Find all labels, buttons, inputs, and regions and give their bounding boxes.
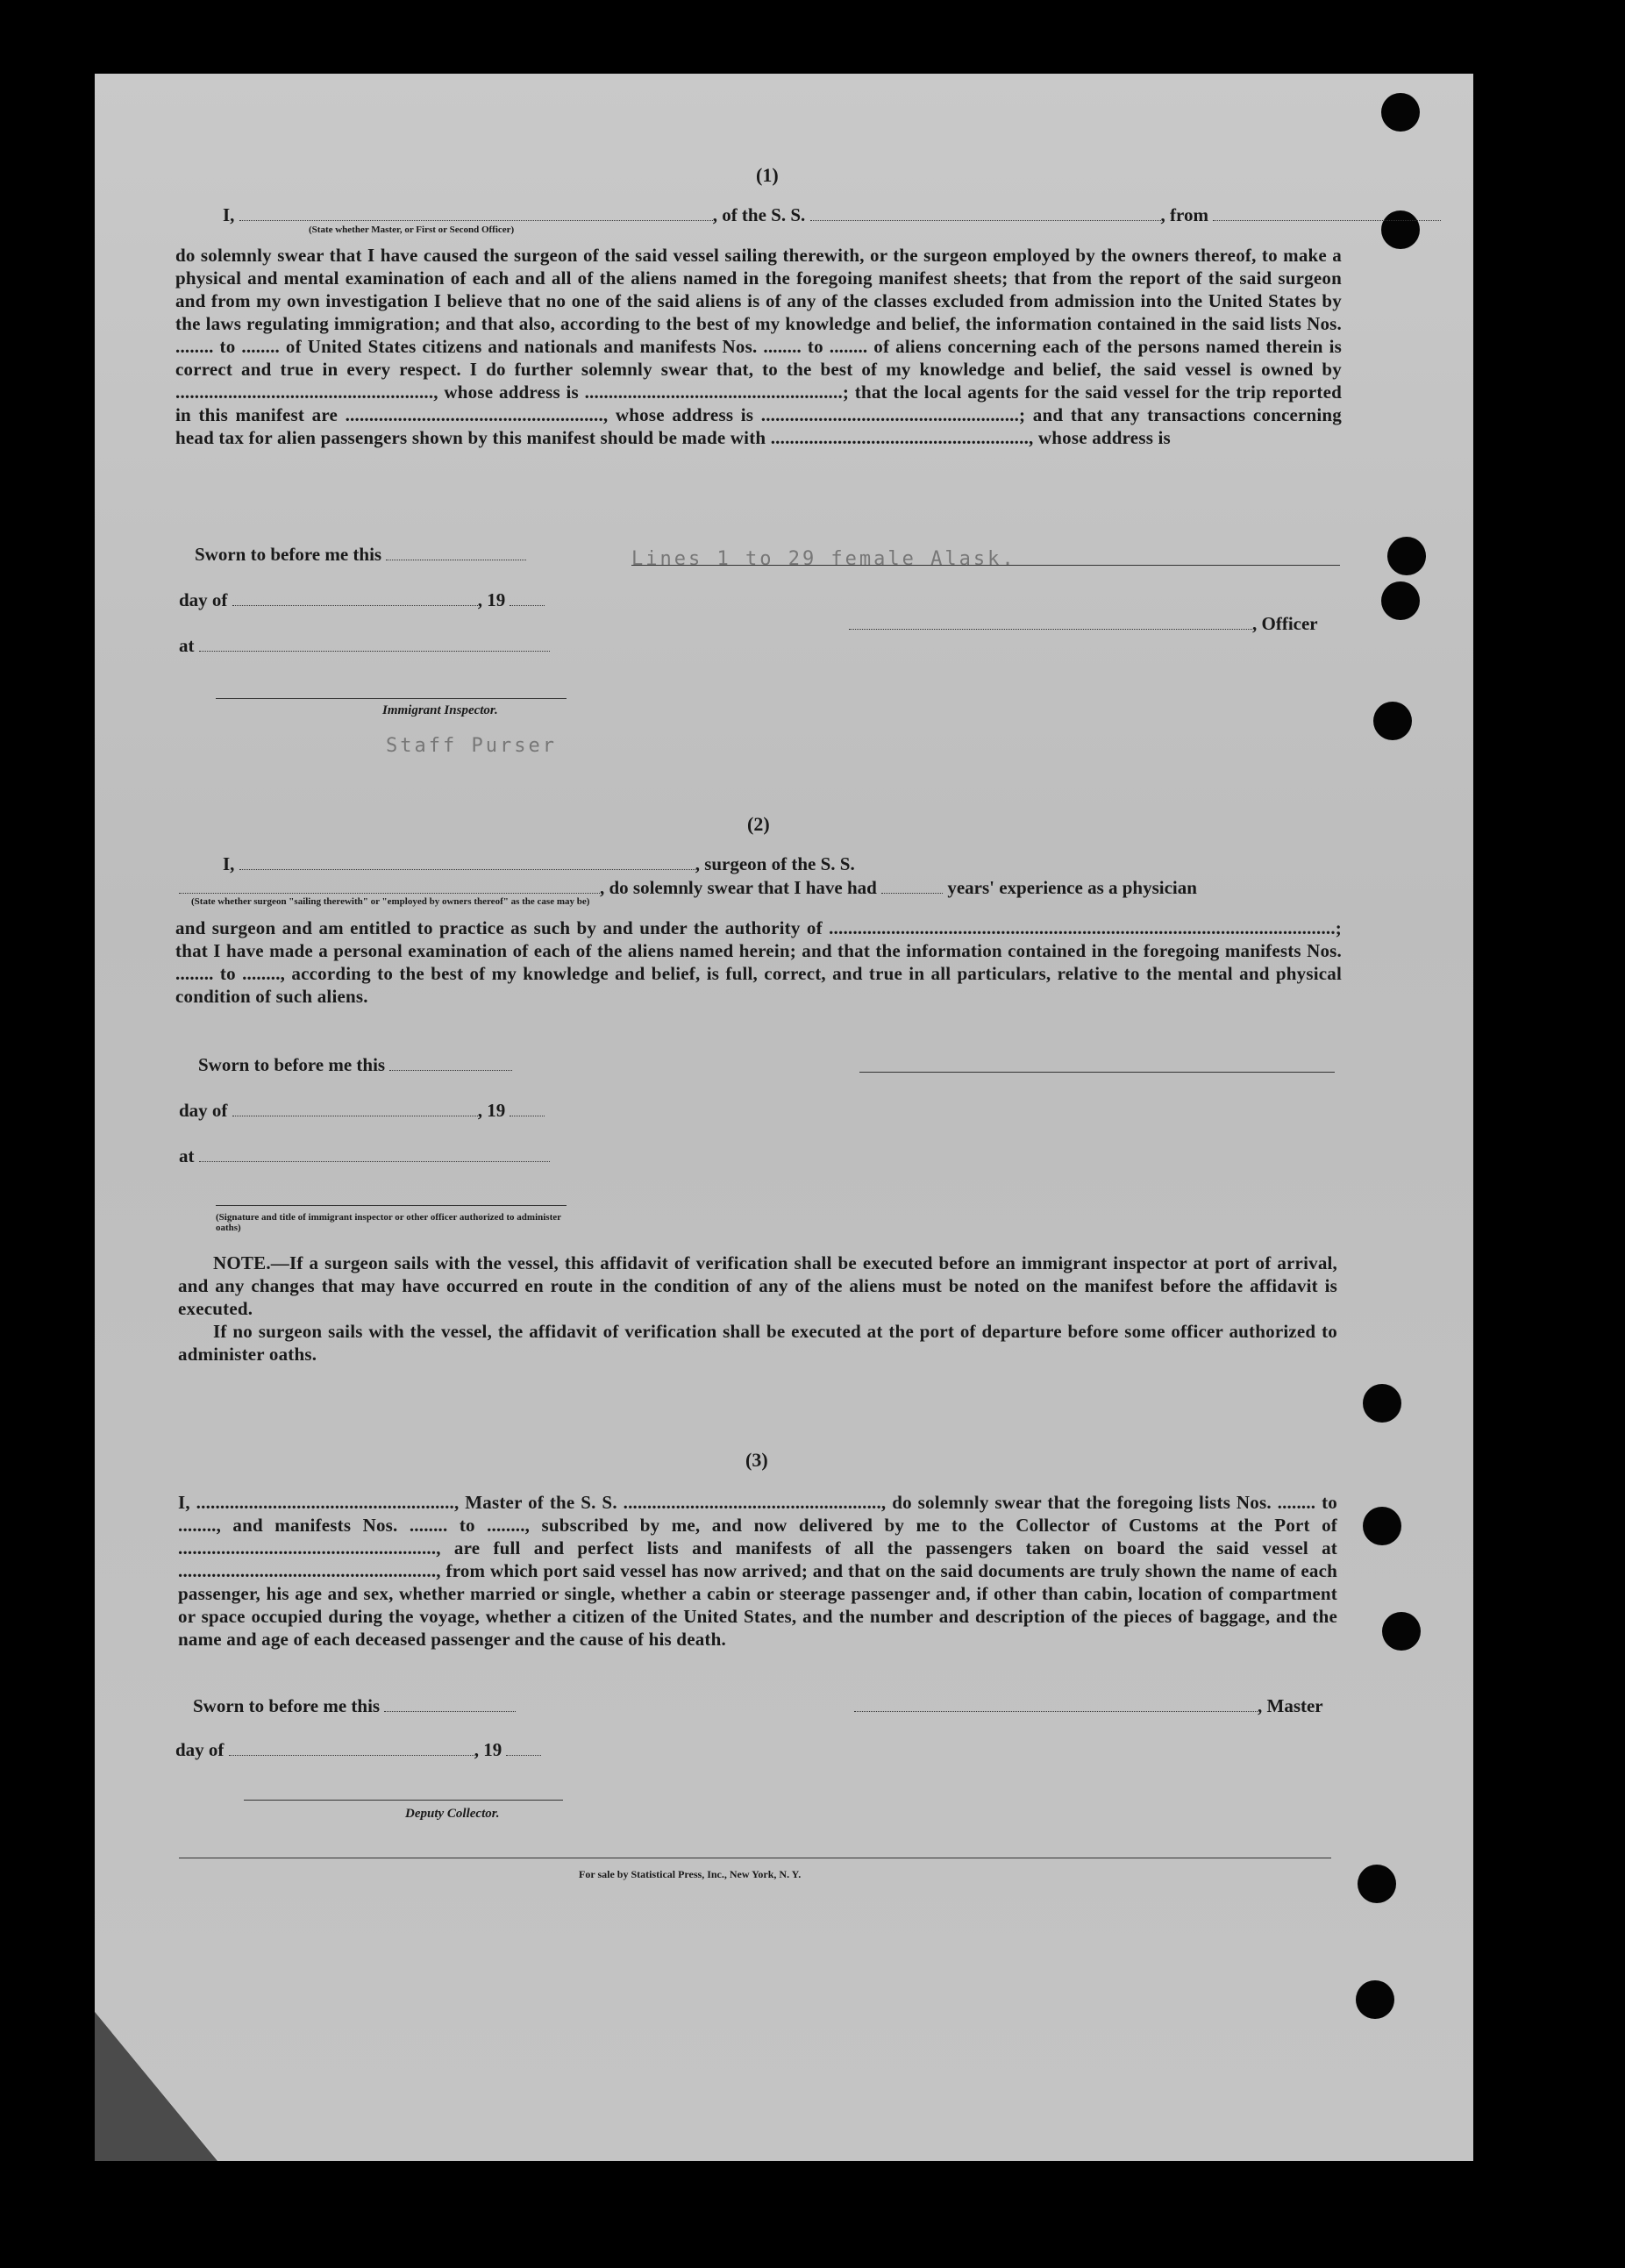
note-block: NOTE.—If a surgeon sails with the vessel, this affidavit of verification shall be executed before an immigrant inspector at port of arrival, and any changes that may have occurred en route in the condition of any of the aliens must be noted on the manifest before the affidavit is executed. If no surgeon sails with the vessel, the affidavit of verification shall be executed at the port of departure before some officer authorized to administer oaths.: [178, 1252, 1337, 1365]
printer-imprint: For sale by Statistical Press, Inc., New York, N. Y.: [579, 1868, 802, 1880]
section-2-day: day of , 19: [179, 1100, 545, 1122]
binding-hole: [1381, 93, 1420, 132]
section-3-day: day of , 19: [175, 1739, 541, 1761]
section-1-body: do solemnly swear that I have caused the surgeon of the said vessel sailing therewith, or the surgeon employed by the owners thereof, to make a physical and mental examination of each and all of the aliens named in the foregoing manifest sheets; that from the report of the said surgeon and from my own investigation I believe that no one of the said aliens is of any of the classes excluded from admission into the United States by the laws regulating immigration; and that also, according to the best of my knowledge and belief, the information contained in the said lists Nos. ........ to ........ of United States citizens and nationals and manifests Nos. ........ to ........ of aliens concerning each of the persons named therein is correct and true in every respect. I do further solemnly swear that, to the best of my knowledge and belief, the said vessel is owned by ......................................................, whose address is ......................................................; that the local agents for the said vessel for the trip reported in this manifest are ......................................................, whose address is ......................................................; and that any transactions concerning head tax for alien passengers shown by this manifest should be made with ......................................................, whose address is: [175, 245, 1342, 448]
bleed-through-text: Lines 1 to 29 female Alask.: [631, 548, 1016, 570]
section-3-sworn: Sworn to before me this: [193, 1695, 516, 1717]
section-2-sworn: Sworn to before me this: [198, 1054, 512, 1076]
binding-hole: [1381, 581, 1420, 620]
section-1-oath-line: I, , of the S. S. , from: [223, 204, 1441, 226]
section-3-number: (3): [745, 1449, 768, 1471]
section-2-body: and surgeon and am entitled to practice as such by and under the authority of ..........................................................................................................; that I have made a personal examination of each of the aliens named herein; and that the information contained in the foregoing manifests Nos. ........ to ........, according to the best of my knowledge and belief, is full, correct, and true in all particulars, relative to the mental and physical condition of such aliens.: [175, 917, 1342, 1007]
deputy-label: Deputy Collector.: [405, 1807, 500, 1821]
binding-hole: [1387, 537, 1426, 575]
section-2-line-2: , do solemnly swear that I have had years' experience as a physician: [179, 877, 1197, 899]
inspector-label: Immigrant Inspector.: [382, 703, 498, 717]
section-1-day: day of , 19: [179, 589, 545, 611]
bleed-through-text: Staff Purser: [386, 735, 557, 757]
name-blank: [239, 206, 713, 221]
signature-note: (Signature and title of immigrant inspector or other officer authorized to administer oaths): [216, 1212, 561, 1233]
binding-hole: [1356, 1980, 1394, 2019]
section-1-at: at: [179, 635, 550, 657]
binding-hole: [1382, 1612, 1421, 1651]
section-1-number: (1): [756, 164, 779, 186]
signature-line: [859, 1072, 1335, 1073]
section-2-number: (2): [747, 813, 770, 835]
signature-line: [631, 565, 1340, 566]
binding-hole: [1363, 1384, 1401, 1423]
inspector-line: [216, 698, 567, 699]
binding-hole: [1373, 702, 1412, 740]
deputy-line: [244, 1800, 563, 1801]
binding-hole: [1358, 1865, 1396, 1903]
section-3-body: I, ......................................................, Master of the S. S. ......................................................, do solemnly swear that the foregoing lists Nos. ........ to ........, and manifests Nos. ........ to ........, subscribed by me, and now delivered by me to the Collector of Customs at the Port of ......................................................, are full and perfect lists and manifests of all the passengers taken on board the said vessel at ......................................................, from which port said vessel has now arrived; and that on the said documents are truly shown the name of each passenger, his age and sex, whether married or single, whether a cabin or steerage passenger and, if other than cabin, location of compartment or space occupied during the voyage, whether a citizen of the United States, and the number and description of the pieces of baggage, and the name and age of each deceased passenger and the cause of his death.: [178, 1492, 1337, 1650]
section-2-line-1: I, , surgeon of the S. S.: [223, 853, 855, 874]
rank-note: (State whether Master, or First or Second Officer): [309, 225, 515, 235]
ship-blank: [810, 206, 1161, 221]
section-3-master: , Master: [854, 1695, 1323, 1717]
signature-line: [216, 1205, 567, 1206]
origin-blank: [1213, 206, 1441, 221]
section-1-sworn: Sworn to before me this: [195, 544, 526, 566]
surgeon-type-note: (State whether surgeon "sailing therewith" or "employed by owners thereof" as the case may be): [191, 896, 590, 907]
section-2-at: at: [179, 1145, 550, 1167]
section-1-officer: , Officer: [849, 613, 1318, 635]
binding-hole: [1363, 1507, 1401, 1545]
